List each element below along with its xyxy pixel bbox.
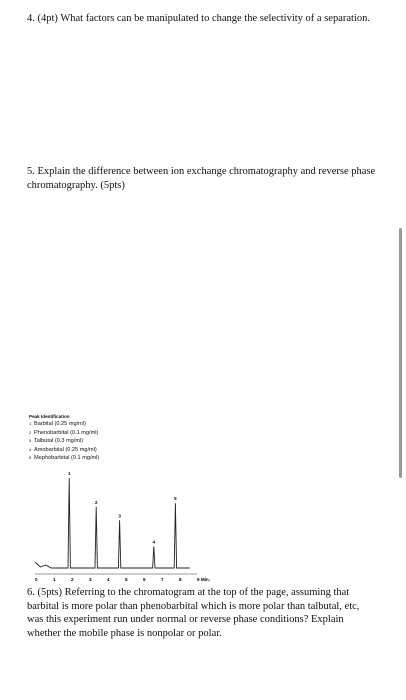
peak-label: 2 [94, 499, 98, 505]
x-tick-label: 0 [35, 577, 38, 582]
peak-item [29, 454, 99, 463]
peak-list [29, 420, 99, 463]
question-5: 5. Explain the difference between ion exchange chromatography and reverse phase chromatography. (5pts) [27, 166, 376, 191]
peak-identification [29, 414, 99, 463]
peak-item-label: Phenobarbital (0.1 mg/ml) [34, 429, 99, 436]
peak-item-number: 2 [29, 429, 32, 435]
x-tick-label: 9 Min. [197, 577, 211, 582]
peak-item-label: Amobarbital (0.25 mg/ml) [34, 446, 97, 453]
peak-item-number: 4 [29, 446, 32, 452]
chromatogram [25, 466, 225, 590]
peak-item [29, 429, 99, 438]
peak-item-label: Barbital (0.25 mg/ml) [34, 421, 86, 427]
x-tick-label: 6 [143, 577, 146, 582]
peak-item-number: 3 [29, 438, 32, 444]
peak-label: 1 [67, 471, 71, 476]
question-6: 6. (5pts) Referring to the chromatogram at the top of the page, assuming that barbital is more polar than phenobarbital which is more polar than talbutal, etc, was this experiment run under normal or reverse phase conditions? Explain whether the mobile phase is nonpolar or polar. [27, 587, 360, 639]
peak-label: 5 [174, 496, 177, 502]
peak-item-number: 1 [29, 421, 32, 426]
question-4: 4. (4pt) What factors can be manipulated to change the selectivity of a separation. [27, 13, 370, 24]
x-tick-label: 3 [89, 577, 92, 582]
chromatogram-trace [35, 478, 190, 568]
peak-item [29, 437, 99, 446]
peak-item-number: 5 [29, 455, 32, 461]
scrollbar[interactable] [399, 228, 402, 478]
x-tick-label: 8 [179, 577, 182, 582]
x-tick-label: 1 [53, 577, 56, 582]
peak-item [29, 420, 99, 429]
peak-item-label: Talbutal (0.3 mg/ml) [34, 438, 84, 445]
x-tick-label: 5 [125, 577, 128, 582]
x-tick-label: 4 [107, 577, 110, 582]
peak-label: 3 [118, 513, 121, 519]
x-tick-label: 7 [161, 577, 164, 582]
x-tick-label: 2 [71, 577, 74, 582]
peak-identification-title: Peak Identification [29, 414, 70, 419]
peak-item-label: Mephobarbital (0.1 mg/ml) [34, 455, 100, 462]
peak-item [29, 446, 99, 455]
peak-label: 4 [152, 539, 156, 545]
